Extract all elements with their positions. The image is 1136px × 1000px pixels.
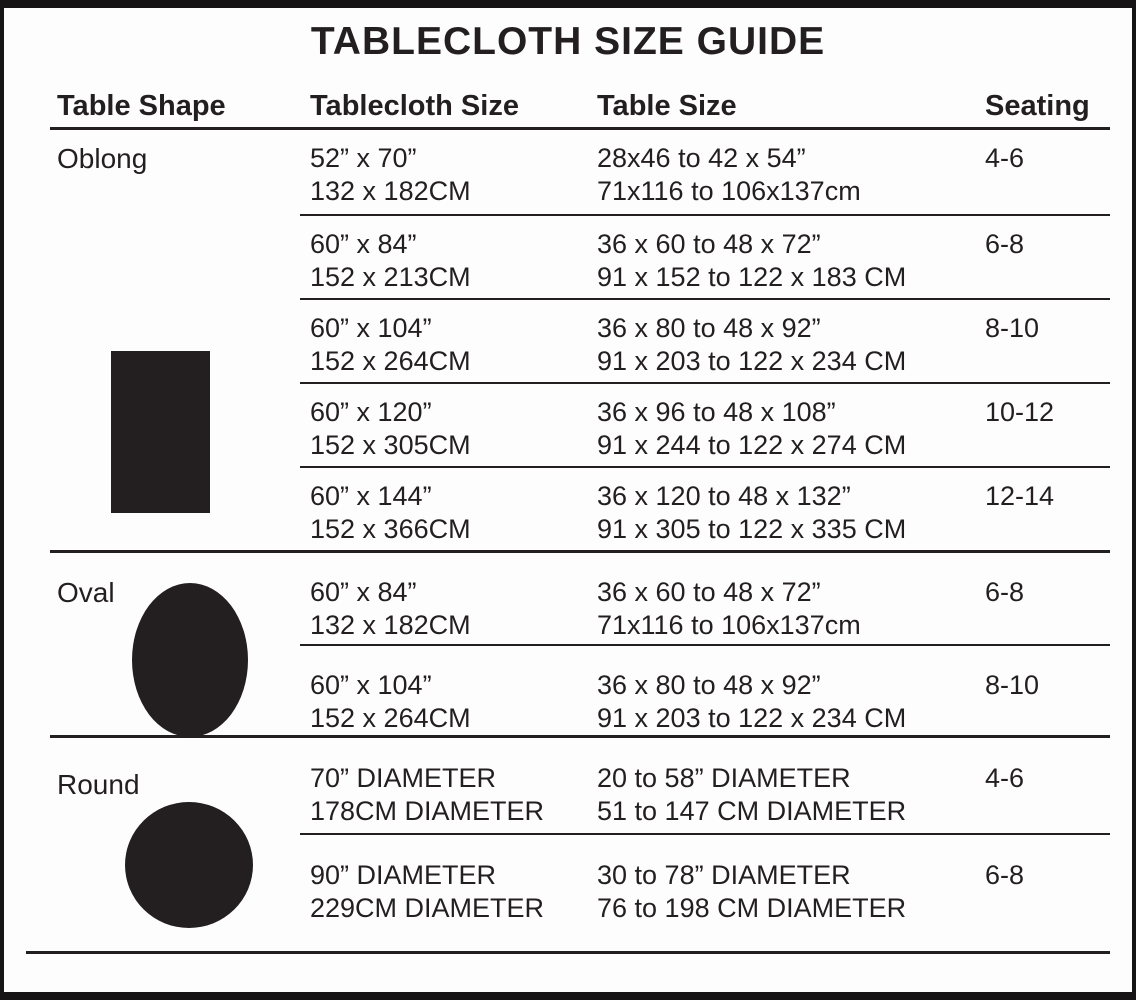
table-size-inches: 36 x 80 to 48 x 92” bbox=[597, 670, 821, 700]
tablecloth-size-cell bbox=[300, 396, 587, 466]
table-size-cell bbox=[587, 859, 975, 928]
tablecloth-size-inches: 60” x 104” bbox=[310, 670, 432, 700]
oval-icon bbox=[132, 583, 248, 737]
seating-value: 6-8 bbox=[985, 860, 1025, 890]
tablecloth-size-cm: 152 x 264CM bbox=[310, 346, 471, 376]
shape-label-oblong: Oblong bbox=[57, 143, 148, 174]
tablecloth-size-cm: 152 x 213CM bbox=[310, 262, 471, 292]
table-size-cell bbox=[587, 312, 975, 382]
seating-value: 6-8 bbox=[985, 577, 1025, 607]
tablecloth-size-cell bbox=[300, 669, 587, 735]
column-header-table-shape: Table Shape bbox=[57, 90, 226, 122]
shape-label-oval: Oval bbox=[57, 577, 115, 608]
table-size-cm: 91 x 152 to 122 x 183 CM bbox=[597, 262, 907, 292]
seating-cell bbox=[975, 396, 1110, 466]
tablecloth-size-cell bbox=[300, 859, 587, 928]
table-row bbox=[300, 738, 1110, 833]
seating-cell bbox=[975, 576, 1110, 644]
table-size-inches: 20 to 58” DIAMETER bbox=[597, 763, 851, 793]
tablecloth-size-inches: 52” x 70” bbox=[310, 143, 417, 173]
tablecloth-size-inches: 60” x 84” bbox=[310, 577, 417, 607]
seating-cell bbox=[975, 142, 1110, 214]
seating-value: 6-8 bbox=[985, 229, 1025, 259]
table-size-cell bbox=[587, 228, 975, 298]
seating-cell bbox=[975, 762, 1110, 833]
table-size-cm: 91 x 203 to 122 x 234 CM bbox=[597, 346, 907, 376]
table-size-inches: 36 x 80 to 48 x 92” bbox=[597, 313, 821, 343]
table-size-cell bbox=[587, 396, 975, 466]
round-rows bbox=[300, 738, 1110, 928]
seating-value: 12-14 bbox=[985, 481, 1055, 511]
shape-label-round: Round bbox=[57, 769, 140, 800]
table-row bbox=[300, 833, 1110, 928]
table-size-inches: 30 to 78” DIAMETER bbox=[597, 860, 851, 890]
table-size-inches: 36 x 96 to 48 x 108” bbox=[597, 397, 836, 427]
seating-cell bbox=[975, 228, 1110, 298]
table-size-cm: 76 to 198 CM DIAMETER bbox=[597, 893, 907, 923]
circle-icon bbox=[125, 802, 253, 928]
tablecloth-size-cm: 132 x 182CM bbox=[310, 176, 471, 206]
seating-value: 4-6 bbox=[985, 143, 1025, 173]
table-row bbox=[300, 382, 1110, 466]
table-size-inches: 36 x 120 to 48 x 132” bbox=[597, 481, 851, 511]
table-size-cell bbox=[587, 480, 975, 550]
tablecloth-size-inches: 60” x 104” bbox=[310, 313, 432, 343]
oblong-rows bbox=[300, 130, 1110, 550]
table-size-cm: 71x116 to 106x137cm bbox=[597, 176, 861, 206]
table-size-cm: 51 to 147 CM DIAMETER bbox=[597, 796, 907, 826]
table-row bbox=[300, 298, 1110, 382]
table-size-cm: 91 x 305 to 122 x 335 CM bbox=[597, 514, 907, 544]
tablecloth-size-cell bbox=[300, 228, 587, 298]
page-title: TABLECLOTH SIZE GUIDE bbox=[310, 20, 826, 63]
tablecloth-size-cm: 229CM DIAMETER bbox=[310, 893, 545, 923]
table-row bbox=[300, 130, 1110, 214]
table-size-cell bbox=[587, 576, 975, 644]
tablecloth-size-cell bbox=[300, 142, 587, 214]
tablecloth-size-cell bbox=[300, 480, 587, 550]
seating-cell bbox=[975, 312, 1110, 382]
column-header-tablecloth-size: Tablecloth Size bbox=[310, 90, 519, 122]
table-header-row bbox=[50, 78, 1110, 130]
seating-cell bbox=[975, 669, 1110, 735]
tablecloth-size-inches: 70” DIAMETER bbox=[310, 763, 497, 793]
table-row bbox=[300, 553, 1110, 644]
seating-value: 8-10 bbox=[985, 313, 1040, 343]
table-size-cell bbox=[587, 142, 975, 214]
tablecloth-size-cm: 152 x 305CM bbox=[310, 430, 471, 460]
tablecloth-size-inches: 60” x 84” bbox=[310, 229, 417, 259]
bottom-divider bbox=[26, 951, 1110, 954]
tablecloth-size-cell bbox=[300, 312, 587, 382]
tablecloth-size-cm: 152 x 366CM bbox=[310, 514, 471, 544]
seating-cell bbox=[975, 859, 1110, 928]
oval-rows bbox=[300, 553, 1110, 735]
table-size-inches: 36 x 60 to 48 x 72” bbox=[597, 577, 821, 607]
seating-cell bbox=[975, 480, 1110, 550]
tablecloth-size-cell bbox=[300, 576, 587, 644]
tablecloth-size-cm: 178CM DIAMETER bbox=[310, 796, 545, 826]
table-size-cm: 91 x 244 to 122 x 274 CM bbox=[597, 430, 907, 460]
tablecloth-size-inches: 90” DIAMETER bbox=[310, 860, 497, 890]
seating-value: 4-6 bbox=[985, 763, 1025, 793]
table-size-inches: 36 x 60 to 48 x 72” bbox=[597, 229, 821, 259]
tablecloth-size-cell bbox=[300, 762, 587, 833]
column-header-seating: Seating bbox=[985, 90, 1090, 122]
table-row bbox=[300, 644, 1110, 735]
seating-value: 10-12 bbox=[985, 397, 1055, 427]
column-header-table-size: Table Size bbox=[597, 90, 737, 122]
table-row bbox=[300, 214, 1110, 298]
rectangle-icon bbox=[111, 351, 210, 513]
tablecloth-size-inches: 60” x 120” bbox=[310, 397, 432, 427]
seating-value: 8-10 bbox=[985, 670, 1040, 700]
table-size-cell bbox=[587, 669, 975, 735]
tablecloth-size-cm: 132 x 182CM bbox=[310, 610, 471, 640]
table-size-cell bbox=[587, 762, 975, 833]
tablecloth-size-cm: 152 x 264CM bbox=[310, 703, 471, 733]
table-size-inches: 28x46 to 42 x 54” bbox=[597, 143, 806, 173]
table-size-cm: 71x116 to 106x137cm bbox=[597, 610, 861, 640]
tablecloth-size-inches: 60” x 144” bbox=[310, 481, 432, 511]
table-row bbox=[300, 466, 1110, 550]
table-size-cm: 91 x 203 to 122 x 234 CM bbox=[597, 703, 907, 733]
